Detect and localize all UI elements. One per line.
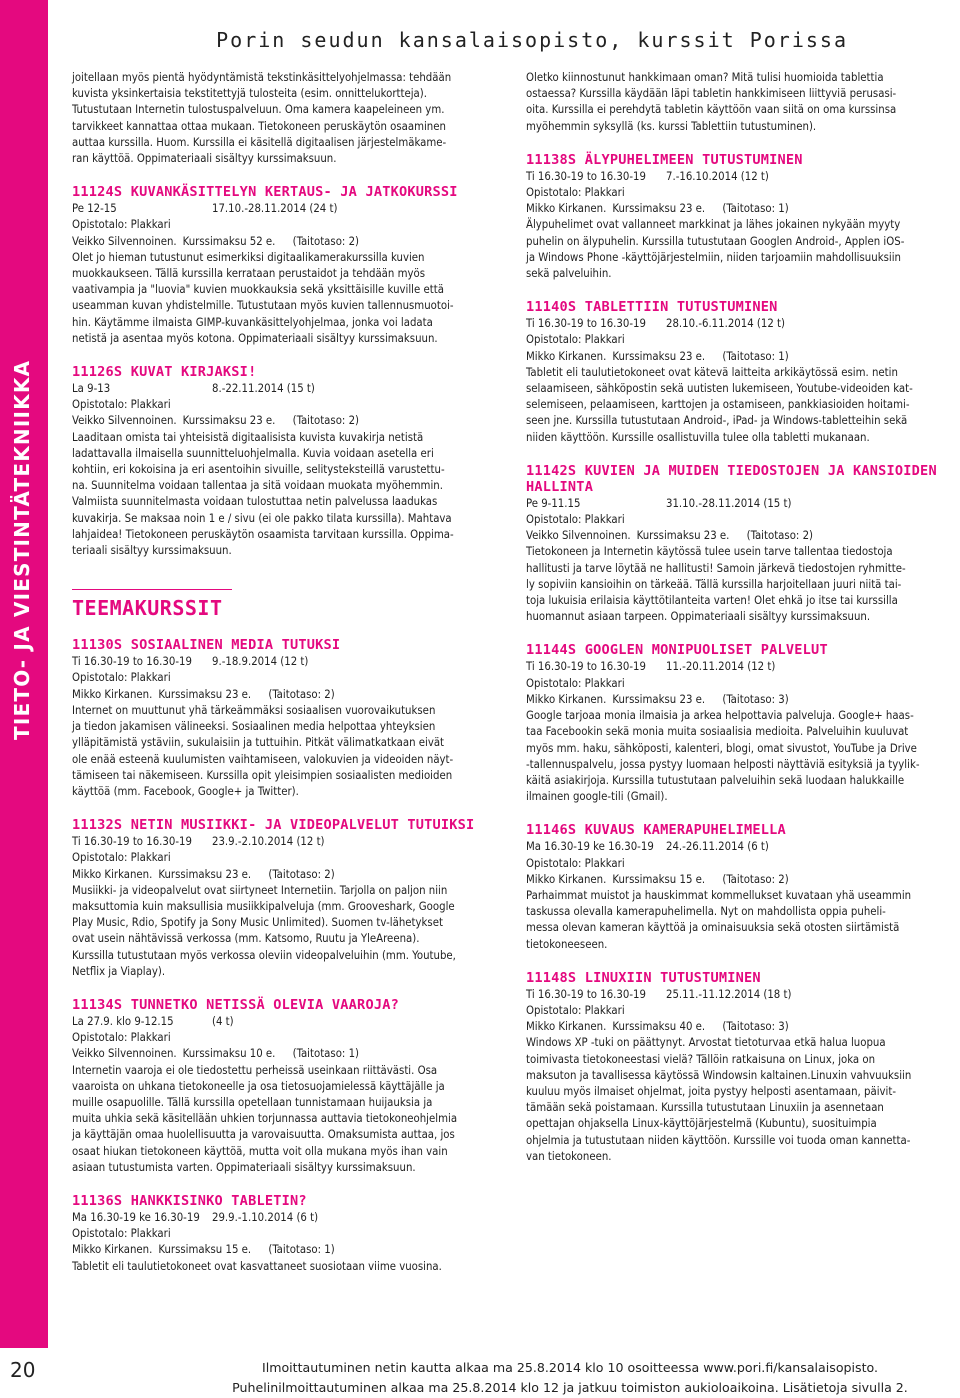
course-teacher: Mikko Kirkanen. [526, 349, 607, 363]
course-schedule [72, 654, 502, 670]
course-level: (Taitotaso: 2) [722, 872, 789, 886]
text-line: käitä asiakirjoja. Kurssilla tutustutaan palveluihin sekä luodaan halukkaille [526, 773, 905, 787]
course-dates: (4 t) [212, 1014, 234, 1028]
course-day: La 27.9. klo 9-12.15 [72, 1014, 174, 1028]
course-teacher-row [526, 528, 958, 544]
course-block [526, 642, 958, 805]
course-dates: 25.11.-11.12.2014 (18 t) [666, 987, 792, 1001]
course-fee: Kurssimaksu 23 e. [612, 202, 706, 216]
text-line: selemiseen, pelaamiseen, karttojen ja ostamiseen, pankkiasioiden hoitami- [526, 398, 910, 412]
text-line: ladattavalla ilmaisella suunnitteluohjelmalla. Kuvia voidaan asetella eri [72, 446, 434, 460]
course-dates: 24.-26.11.2014 (6 t) [666, 840, 769, 854]
text-line: Laaditaan omista tai yhteisistä digitaalisista kuvista kuvakirja netistä [72, 430, 424, 444]
text-line: useamman kuvan yhdistelmille. Tutustutaan myös kuvien tallennusmuotoi- [72, 299, 454, 313]
course-teacher: Veikko Silvennoinen. [72, 234, 177, 248]
section-heading: TEEMAKURSSIT [72, 589, 232, 620]
course-day: Ti 16.30-19 to 16.30-19 [526, 169, 646, 183]
course-teacher-row [526, 1019, 958, 1035]
text-line: hin. Käytämme ilmaista GIMP-kuvankäsittelyohjelmaa, jonka voi ladata [72, 315, 433, 329]
text-line: ja tiedon jakamisen välineeksi. Sosiaalinen media helpottaa yhteyksien [72, 720, 436, 734]
text-line: tietokoneeseen. [526, 937, 608, 951]
course-place: Opistotalo: Plakkari [72, 1227, 171, 1241]
text-line: taskussa olevalla kamerapuhelimella. Nyt on mahdollista oppia puheli- [526, 905, 886, 919]
course-title: 11132S NETIN MUSIIKKI- JA VIDEOPALVELUT TUTUIKSI [72, 817, 475, 834]
course-schedule [526, 169, 958, 185]
course-description [526, 888, 958, 953]
text-line: seen jne. Kurssilla tutustutaan Android-, iPad- ja Windows-tabletteihin sekä [526, 414, 908, 428]
course-dates: 8.-22.11.2014 (15 t) [212, 382, 315, 396]
course-title: 11136S HANKKISINKO TABLETIN? [72, 1192, 307, 1209]
course-title: 11146S KUVAUS KAMERAPUHELIMELLA [526, 822, 786, 839]
course-teacher-row [526, 201, 958, 217]
course-day: Ti 16.30-19 to 16.30-19 [526, 987, 646, 1001]
course-description [526, 1035, 958, 1165]
course-block [526, 299, 958, 446]
text-line: selaamiseen, sähköpostin sekä uutisten lukemiseen, Youtube-videoiden kat- [526, 382, 913, 396]
course-level: (Taitotaso: 3) [722, 692, 789, 706]
text-line: tarvikkeet kannattaa ottaa mukaan. Tietokoneen peruskäytön osaaminen [72, 119, 446, 133]
text-line: ja Windows Phone -käyttöjärjestelmiin, niiden tarjoamiin mahdollisuuksiin [526, 250, 901, 264]
course-dates: 17.10.-28.11.2014 (24 t) [212, 202, 338, 216]
course-description [526, 544, 958, 625]
left-intro [72, 70, 502, 167]
course-schedule [526, 316, 958, 332]
text-line: vaaroista on uhkana tietokoneelle ja osa tietosuojamielessä käyttäjälle ja [72, 1079, 445, 1093]
course-dates: 29.9.-1.10.2014 (6 t) [212, 1210, 319, 1224]
course-block [72, 1193, 502, 1275]
footer-line-2: Puhelinilmoittautuminen alkaa ma 25.8.2014 klo 12 ja jatkuu toimiston aukioloaikoina. Lisätietoja sivulla 2. [232, 1380, 908, 1395]
course-level: (Taitotaso: 2) [292, 414, 359, 428]
course-teacher: Veikko Silvennoinen. [72, 1047, 177, 1061]
course-description [72, 430, 502, 560]
text-line: Tietokoneen ja Internetin käytössä tulee usein tarve tallentaa tiedostoja [526, 545, 893, 559]
course-teacher-row [526, 872, 958, 888]
text-line: Älypuhelimet ovat vallanneet markkinat ja lähes jokainen nykyään myyty [526, 218, 901, 232]
course-title: 11148S LINUXIIN TUTUSTUMINEN [526, 969, 761, 986]
course-level: (Taitotaso: 3) [722, 1020, 789, 1034]
text-line: myöhemmin syksyllä (ks. kurssi Tablettiin tutustuminen). [526, 119, 817, 133]
course-description [526, 365, 958, 446]
course-fee: Kurssimaksu 23 e. [612, 349, 706, 363]
page-header: Porin seudun kansalaisopisto, kurssit Porissa [216, 28, 848, 52]
course-level: (Taitotaso: 1) [722, 349, 789, 363]
course-fee: Kurssimaksu 23 e. [158, 867, 252, 881]
text-line: teriaali sisältyy kurssimaksuun. [72, 544, 232, 558]
text-line: muita uhkia sekä käsitellään uhkien torjunnassa auttavia tietokoneohjelmia [72, 1112, 458, 1126]
course-day: Ma 16.30-19 ke 16.30-19 [72, 1210, 200, 1224]
course-fee: Kurssimaksu 40 e. [612, 1020, 706, 1034]
text-line: kuvakirja. Se maksaa noin 1 e / sivu (ei ole pakko tilata kurssilla). Mahtava [72, 511, 452, 525]
course-dates: 9.-18.9.2014 (12 t) [212, 655, 309, 669]
text-line: kohtiin, eri kokoisina ja eri asentoihin sivuille, selitysteksteillä varustettu- [72, 463, 445, 477]
course-day: La 9-13 [72, 382, 111, 396]
course-teacher: Veikko Silvennoinen. [72, 414, 177, 428]
course-dates: 28.10.-6.11.2014 (12 t) [666, 317, 785, 331]
course-place: Opistotalo: Plakkari [526, 186, 625, 200]
text-line: myös mm. haku, sähköposti, kalenteri, blogi, omat sivustot, YouTube ja Drive [526, 741, 917, 755]
course-teacher-row [72, 687, 502, 703]
course-schedule [72, 381, 502, 397]
course-schedule [526, 659, 958, 675]
left-courses [72, 184, 502, 559]
course-block [526, 152, 958, 282]
course-block [526, 822, 958, 952]
course-place: Opistotalo: Plakkari [526, 676, 625, 690]
text-line: vaativampia ja "luovia" kuvien muokkauksia sekä yksittäisille kuville että [72, 283, 444, 297]
course-teacher-row [72, 1046, 502, 1062]
course-title: 11134S TUNNETKO NETISSÄ OLEVIA VAAROJA? [72, 996, 399, 1013]
right-courses [526, 152, 958, 1165]
course-teacher-row [526, 692, 958, 708]
course-fee: Kurssimaksu 23 e. [182, 414, 276, 428]
course-description [72, 1259, 502, 1275]
text-line: niiden käyttöön. Kurssille osallistuvilla tulee olla tabletti mukanaan. [526, 430, 870, 444]
text-line: muille osapuolille. Tällä kurssilla opetellaan tunnistamaan huijauksia ja [72, 1095, 433, 1109]
section-side-label: TIETO- JA VIESTINTÄTEKNIIKKA [10, 359, 34, 740]
course-fee: Kurssimaksu 15 e. [612, 872, 706, 886]
text-line: joitellaan myös pientä hyödyntämistä tekstinkäsittelyohjelmassa: tehdään [72, 71, 452, 84]
course-block [526, 463, 958, 626]
text-line: maksuttomia kuin maksullisia musiikkipalveluja (mm. Grooveshark, Google [72, 899, 455, 913]
course-fee: Kurssimaksu 23 e. [158, 687, 252, 701]
course-fee: Kurssimaksu 23 e. [612, 692, 706, 706]
course-fee: Kurssimaksu 52 e. [182, 234, 276, 248]
text-line: Parhaimmat muistot ja hauskimmat kommellukset kuvataan yhä useammin [526, 888, 912, 902]
course-description [72, 1063, 502, 1176]
text-line: oita. Kurssilla ei perehdytä tabletin käyttöön vaan siitä on oma kurssinsa [526, 103, 897, 117]
text-line: käyttöä (mm. Facebook, Google+ ja Twitter). [72, 784, 299, 798]
course-day: Ti 16.30-19 to 16.30-19 [526, 660, 646, 674]
course-teacher: Veikko Silvennoinen. [526, 529, 631, 543]
text-line: kuuluu myös ilmaiset ohjelmat, joita pystyy helposti asentamaan, päivit- [526, 1084, 897, 1098]
text-line: Internet on muuttunut yhä tärkeämmäksi sosiaalisen vuorovaikutuksen [72, 703, 436, 717]
course-schedule [72, 1210, 502, 1226]
course-day: Ma 16.30-19 ke 16.30-19 [526, 840, 654, 854]
course-day: Ti 16.30-19 to 16.30-19 [72, 655, 192, 669]
text-line: Windows XP -tuki on päättynyt. Arvostat tietoturvaa etkä halua luopua [526, 1036, 886, 1050]
text-line: huomannut asiaan tarpeen. Oppimateriaali sisältyy kurssimaksuun. [526, 610, 871, 624]
text-line: ovat usein nähtävissä verkossa (mm. Katsomo, Ruutu ja YleAreena). [72, 932, 420, 946]
course-teacher: Mikko Kirkanen. [72, 1243, 153, 1257]
course-level: (Taitotaso: 1) [268, 1243, 335, 1257]
text-line: ran käyttöä. Oppimateriaali sisältyy kurssimaksuun. [72, 152, 337, 166]
course-block [72, 637, 502, 800]
text-line: ly sopiviin kansioihin on tärkeää. Tällä kurssilla harjoitellaan juuri niitä tai- [526, 577, 902, 591]
text-line: maksuton ja tavallisessa käytössä Windowsin kaltainen.Linuxin vahvuuksiin [526, 1068, 912, 1082]
course-title: 11140S TABLETTIIN TUTUSTUMINEN [526, 299, 778, 316]
text-line: tämään sekä poistamaan. Kurssilla tutustutaan Linuxiin ja asennetaan [526, 1101, 884, 1115]
text-line: Musiikki- ja videopalvelut ovat siirtyneet Internetiin. Tarjolla on paljon niin [72, 883, 448, 897]
course-title: 11142S KUVIEN JA MUIDEN TIEDOSTOJEN JA KANSIOIDEN HALLINTA [526, 462, 937, 495]
course-teacher: Mikko Kirkanen. [526, 692, 607, 706]
course-level: (Taitotaso: 1) [722, 202, 789, 216]
course-description [526, 708, 958, 805]
text-line: van tietokoneen. [526, 1149, 612, 1163]
course-day: Ti 16.30-19 to 16.30-19 [72, 835, 192, 849]
course-schedule [72, 201, 502, 217]
course-title: 11144S GOOGLEN MONIPUOLISET PALVELUT [526, 642, 828, 659]
text-line: messa olevan kameran käyttöä ja ominaisuuksia sekä otosten siirtämistä [526, 921, 900, 935]
course-block [72, 817, 502, 980]
course-description [72, 883, 502, 980]
course-description [72, 250, 502, 347]
course-title: 11124S KUVANKÄSITTELYN KERTAUS- JA JATKOKURSSI [72, 184, 458, 201]
course-dates: 31.10.-28.11.2014 (15 t) [666, 496, 792, 510]
course-teacher: Mikko Kirkanen. [526, 1020, 607, 1034]
course-block [72, 364, 502, 559]
course-place: Opistotalo: Plakkari [526, 856, 625, 870]
course-teacher: Mikko Kirkanen. [526, 202, 607, 216]
course-dates: 23.9.-2.10.2014 (12 t) [212, 835, 325, 849]
course-schedule [72, 834, 502, 850]
course-teacher-row [72, 1242, 502, 1258]
course-place: Opistotalo: Plakkari [526, 1003, 625, 1017]
course-day: Ti 16.30-19 to 16.30-19 [526, 317, 646, 331]
text-line: ilmainen google-tili (Gmail). [526, 790, 668, 804]
course-place: Opistotalo: Plakkari [72, 1031, 171, 1045]
text-line: lahjaidea! Tietokoneen peruskäytön osaamista tarvitaan kurssilla. Oppima- [72, 527, 454, 541]
course-place: Opistotalo: Plakkari [72, 218, 171, 232]
text-line: ole enää esteenä kuulumisten vaihtamiseen, valokuvien ja videoiden näyt- [72, 752, 454, 766]
text-line: puhelin on älypuhelin. Kurssilla tutustutaan Googlen Android-, Applen iOS- [526, 234, 905, 248]
course-schedule [526, 987, 958, 1003]
text-line: hallitusti ja tarve löytää ne hallitusti! Samoin järkevä tiedostojen ryhmitte- [526, 561, 906, 575]
text-line: Tabletit eli taulutietokoneet ovat kasvattaneet suosiotaan viime vuosina. [72, 1259, 442, 1273]
text-line: tämiseen tai näkemiseen. Kurssilla opit yleisimpien sosiaalisten medioiden [72, 768, 453, 782]
text-line: toimivasta tietokoneestasi vielä? Tällöin ratkaisuna on Linux, joka on [526, 1052, 876, 1066]
course-day: Pe 12-15 [72, 202, 117, 216]
footer-line-1: Ilmoittautuminen netin kautta alkaa ma 25.8.2014 klo 10 osoitteessa www.pori.fi/kansalaisopisto. [261, 1360, 879, 1375]
course-level: (Taitotaso: 1) [292, 1047, 359, 1061]
text-line: ohjelmia ja tutustutaan niiden käyttöön. Kurssille voi tuoda oman kannetta- [526, 1133, 911, 1147]
course-block [72, 997, 502, 1176]
text-line: Kurssilla tutustutaan myös verkossa oleviin videopalveluihin (mm. Youtube, [72, 948, 456, 962]
course-teacher: Mikko Kirkanen. [72, 687, 153, 701]
text-line: ostaessa? Kurssilla käydään läpi tabletin hankkimiseen liittyviä perusasi- [526, 87, 897, 101]
course-fee: Kurssimaksu 10 e. [182, 1047, 276, 1061]
course-day: Pe 9-11.15 [526, 496, 581, 510]
text-line: opettajan ohjaksella Linux-käyttöjärjestelmä (Kubuntu), suosituimpia [526, 1117, 877, 1131]
course-level: (Taitotaso: 2) [292, 234, 359, 248]
course-schedule [526, 839, 958, 855]
text-line: Netflix ja Viaplay). [72, 964, 166, 978]
course-fee: Kurssimaksu 15 e. [158, 1243, 252, 1257]
course-teacher: Mikko Kirkanen. [72, 867, 153, 881]
text-line: ja käyttäjän omaa huolellisuutta ja varovaisuutta. Omaksumista auttaa, jos [72, 1128, 455, 1142]
course-title: 11138S ÄLYPUHELIMEEN TUTUSTUMINEN [526, 151, 803, 168]
text-line: sekä palveluihin. [526, 267, 612, 281]
course-teacher-row [72, 867, 502, 883]
text-line: kuvista yksinkertaisia tekstitettyjä tulosteita (esim. onnittelukortteja). [72, 87, 427, 101]
course-place: Opistotalo: Plakkari [526, 333, 625, 347]
course-description [72, 703, 502, 800]
course-schedule [526, 496, 958, 512]
text-line: Tabletit eli taulutietokoneet ovat kätevä laitteita arkikäytössä esim. netin [526, 365, 898, 379]
left-column [72, 70, 502, 1275]
text-line: Play Music, Rdio, Spotify ja Sony Music Unlimited). Suomen tv-lähetykset [72, 916, 443, 930]
course-level: (Taitotaso: 2) [746, 529, 813, 543]
course-teacher-row [526, 349, 958, 365]
text-line: taa Facebookin sekä monia muita sosiaalisia medioita. Palveluihin kuuluvat [526, 725, 909, 739]
text-line: -tallennuspalvelu, jossa pystyy luomaan helposti näyttäviä esityksiä ja tyylik- [526, 757, 920, 771]
course-place: Opistotalo: Plakkari [72, 398, 171, 412]
course-place: Opistotalo: Plakkari [72, 851, 171, 865]
text-line: netistä ja asentaa myös kotona. Oppimateriaali sisältyy kurssimaksuun. [72, 331, 438, 345]
course-dates: 7.-16.10.2014 (12 t) [666, 169, 769, 183]
text-line: auttaa kurssilla. Huom. Kurssilla ei käsitellä digitaalisen järjestelmäkame- [72, 135, 447, 149]
page-number: 20 [10, 1358, 36, 1382]
course-level: (Taitotaso: 2) [268, 687, 335, 701]
text-line: Oletko kiinnostunut hankkimaan oman? Mitä tulisi huomioida tablettia [526, 71, 884, 84]
text-line: muokkaukseen. Tällä kurssilla kerrataan perustaidot ja tehdään myös [72, 267, 426, 281]
course-block [72, 184, 502, 347]
text-line: toja lukuisia erilaisia käyttötilanteita varten! Olet ehkä jo itse tai kurssilla [526, 594, 898, 608]
course-teacher-row [72, 413, 502, 429]
course-level: (Taitotaso: 2) [268, 867, 335, 881]
course-block [526, 970, 958, 1165]
text-line: na. Suunnitelma voidaan tallentaa ja sitä voidaan muokata myöhemmin. [72, 479, 443, 493]
course-title: 11130S SOSIAALINEN MEDIA TUTUKSI [72, 637, 341, 654]
course-place: Opistotalo: Plakkari [72, 671, 171, 685]
course-schedule [72, 1014, 502, 1030]
course-teacher-row [72, 234, 502, 250]
theme-courses [72, 637, 502, 1275]
course-dates: 11.-20.11.2014 (12 t) [666, 660, 776, 674]
side-band [0, 0, 48, 1348]
course-teacher: Mikko Kirkanen. [526, 872, 607, 886]
text-line: Olet jo hieman tutustunut esimerkiksi digitaalikamerakurssilla kuvien [72, 250, 425, 264]
text-line: Google tarjoaa monia ilmaisia ja arkea helpottavia palveluja. Google+ haas- [526, 709, 914, 723]
text-line: osaat hiukan tietokoneen käyttöä, mutta voit olla mukana myös ihan vain [72, 1144, 448, 1158]
course-description [526, 217, 958, 282]
text-line: Valmiista suunnitelmasta voidaan tulostuttaa netin palvelussa laadukas [72, 495, 438, 509]
text-line: Tutustutaan Internetin tulostuspalveluun. Oma kamera kaapeleineen ym. [72, 103, 445, 117]
text-line: ylläpitämistä ystäviin, sukulaisiin ja tuttuihin. Pitkät välimatkatkaan eivät [72, 736, 445, 750]
text-line: asiaan tutustumista varten. Oppimateriaali sisältyy kurssimaksuun. [72, 1160, 416, 1174]
footer [200, 1358, 940, 1398]
right-column [526, 70, 958, 1165]
course-place: Opistotalo: Plakkari [526, 513, 625, 527]
text-line: Internetin vaaroja ei ole tiedostettu perheissä useinkaan riittävästi. Osa [72, 1063, 438, 1077]
course-title: 11126S KUVAT KIRJAKSI! [72, 364, 257, 381]
right-intro [526, 70, 958, 135]
course-fee: Kurssimaksu 23 e. [636, 529, 730, 543]
